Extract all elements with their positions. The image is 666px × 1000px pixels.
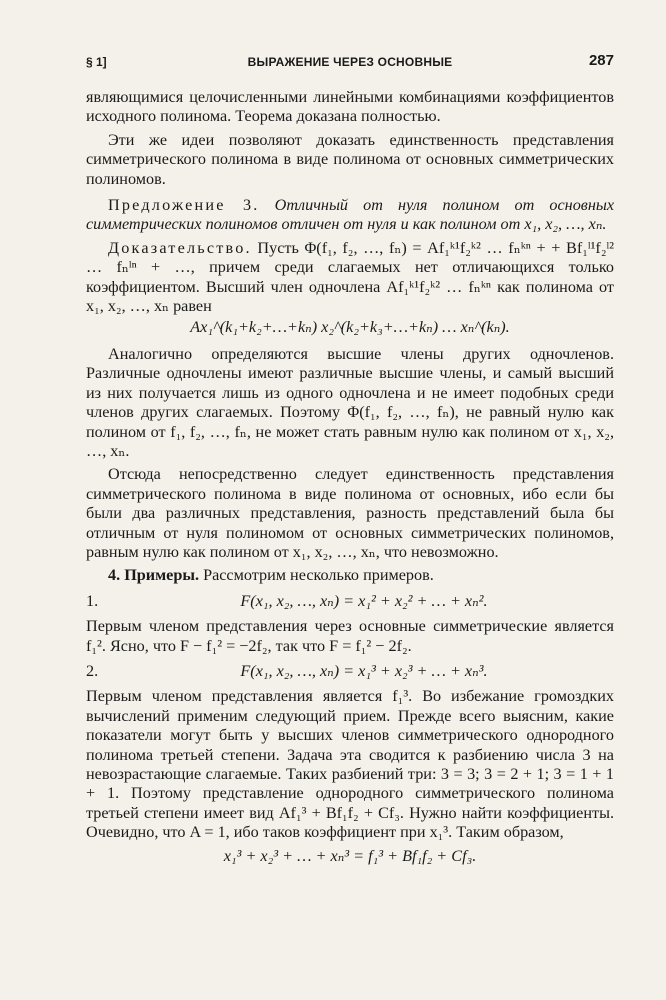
example-2 [86, 662, 614, 681]
proof-text: Пусть Φ(f₁, f₂, …, fₙ) = Af₁ᵏ¹f₂ᵏ² … fₙᵏⁿ + + Bf₁ˡ¹f₂ˡ² … fₙˡⁿ + …, причем среди слагаемых нет отличающихся только коэффициентом. Высший член одночлена Af₁ᵏ¹f₂ᵏ² … fₙᵏⁿ как полинома от x₁, x₂, …, xₙ равен [86, 238, 615, 316]
example-1-number: 1. [86, 591, 99, 610]
running-title: ВЫРАЖЕНИЕ ЧЕРЕЗ ОСНОВНЫЕ [247, 55, 453, 69]
page-body [86, 88, 614, 866]
proposition-label: Предложение 3. [108, 196, 260, 215]
page-number: 287 [588, 52, 614, 69]
section-4-label: 4. Примеры. [108, 566, 200, 585]
section-4-heading [86, 566, 614, 585]
proof-label: Доказательство. [108, 238, 252, 257]
paragraph-2: Эти же идеи позволяют доказать единственность представления симметрического полинома в виде полинома от основных симметрических полиномов. [86, 130, 614, 188]
example-1-formula: F(x₁, x₂, …, xₙ) = x₁² + x₂² + … + xₙ². [240, 591, 488, 610]
proposition-3 [86, 196, 614, 235]
formula-highest-term: Ax₁^(k₁+k₂+…+kₙ) x₂^(k₂+k₃+…+kₙ) … xₙ^(kₙ). [190, 318, 510, 337]
proposition-text: Отличный от нуля полином от основных симметрических полиномов отличен от нуля и как полином от x₁, x₂, …, xₙ. [86, 196, 615, 234]
section-marker: § 1] [86, 55, 107, 69]
proof [86, 239, 614, 317]
paragraph-4: Отсюда непосредственно следует единственность представления симметрического полинома в виде полинома от основных, ибо если бы были два различных представления, разность представлений была бы отличным от нуля полиномом от основных симметрических полиномов, равным нулю как полином от x₁, x₂, …, xₙ, что невозможно. [86, 465, 614, 561]
page-header [86, 52, 614, 74]
paragraph-5: Первым членом представления через основные симметрические является f₁². Ясно, что F − f₁² = −2f₂, так что F = f₁² − 2f₂. [86, 617, 614, 655]
example-2-number: 2. [86, 661, 99, 680]
paragraph-1: являющимися целочисленными линейными комбинациями коэффициентов исходного полинома. Теорема доказана полностью. [86, 88, 614, 126]
paragraph-6: Первым членом представления является f₁³. Во избежание громоздких вычислений применим следующий прием. Прежде всего выясним, какие показатели могут быть у высших членов симметрического однородного полинома третьей степени. Задача эта сводится к разбиению числа 3 на невозрастающие слагаемые. Таких разбиений три: 3 = 3; 3 = 2 + 1; 3 = 1 + 1 + 1. Поэтому представление однородного симметрического полинома третьей степени имеет вид Af₁³ + Bf₁f₂ + Cf₃. Нужно найти коэффициенты. Очевидно, что A = 1, ибо таков коэффициент при x₁³. Таким образом, [86, 687, 614, 842]
section-4-text: Рассмотрим несколько примеров. [203, 566, 434, 585]
example-1 [86, 592, 614, 611]
final-formula: x₁³ + x₂³ + … + xₙ³ = f₁³ + Bf₁f₂ + Cf₃. [223, 846, 477, 865]
example-2-formula: F(x₁, x₂, …, xₙ) = x₁³ + x₂³ + … + xₙ³. [240, 661, 488, 680]
paragraph-3: Аналогично определяются высшие члены других одночленов. Различные одночлены имеют различные высшие члены, и самый высший из них получается лишь из одного одночлена и не имеет подобных среди членов других слагаемых. Поэтому Φ(f₁, f₂, …, fₙ), не равный нулю как полином от f₁, f₂, …, fₙ, не может стать равным нулю как полином от x₁, x₂, …, xₙ. [86, 344, 614, 460]
